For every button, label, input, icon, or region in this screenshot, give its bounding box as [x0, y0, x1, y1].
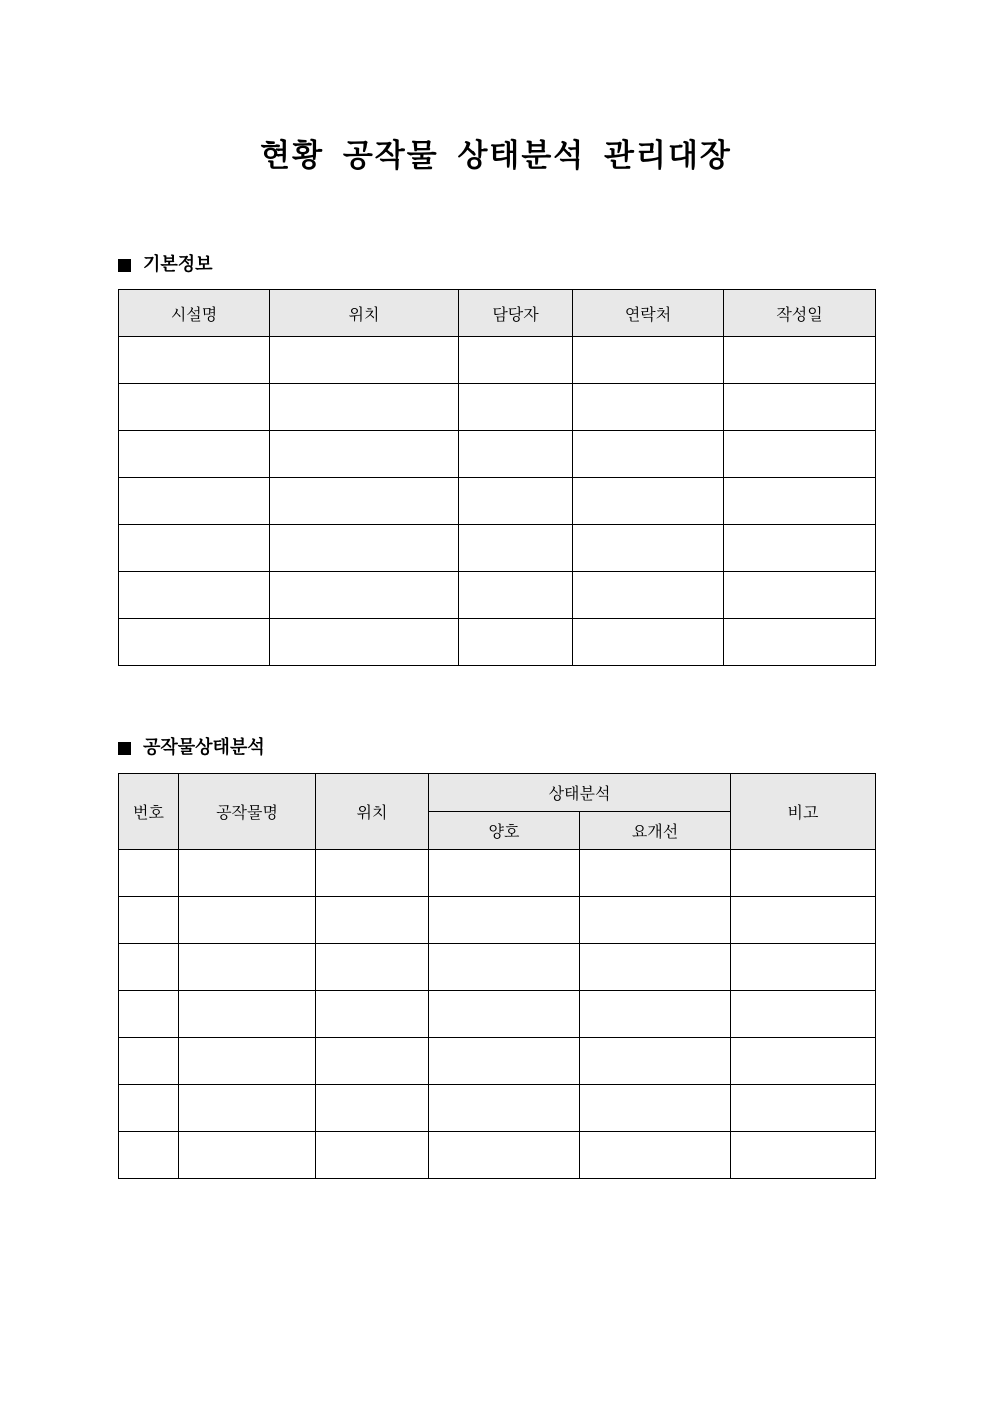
table-cell[interactable]: [119, 944, 179, 991]
table-cell[interactable]: [731, 897, 876, 944]
table-cell[interactable]: [316, 1085, 429, 1132]
basic-info-table: [118, 289, 876, 666]
table-cell[interactable]: [270, 337, 459, 384]
table-cell[interactable]: [179, 1132, 316, 1179]
table-cell[interactable]: [316, 944, 429, 991]
table-row: [119, 572, 876, 619]
table-cell[interactable]: [580, 850, 731, 897]
table-cell[interactable]: [316, 991, 429, 1038]
table-cell[interactable]: [179, 1038, 316, 1085]
table-cell[interactable]: [724, 619, 876, 666]
table-cell[interactable]: [429, 897, 580, 944]
table-row: [119, 619, 876, 666]
section-heading-label: 공작물상태분석: [143, 737, 265, 758]
table-cell[interactable]: [119, 384, 270, 431]
table-cell[interactable]: [459, 478, 573, 525]
table-row: [119, 944, 876, 991]
table-cell[interactable]: [724, 572, 876, 619]
table-row: [119, 1085, 876, 1132]
table-row: [119, 337, 876, 384]
table-cell[interactable]: [119, 478, 270, 525]
table-cell[interactable]: [119, 991, 179, 1038]
table-cell[interactable]: [573, 478, 724, 525]
table-cell[interactable]: [580, 944, 731, 991]
table-row: [119, 478, 876, 525]
table-cell[interactable]: [731, 1085, 876, 1132]
table-cell[interactable]: [459, 337, 573, 384]
table-cell[interactable]: [580, 1085, 731, 1132]
table-cell[interactable]: [580, 1132, 731, 1179]
table-cell[interactable]: [316, 1038, 429, 1085]
table-cell[interactable]: [459, 384, 573, 431]
column-header-manager: 담당자: [459, 290, 573, 337]
column-header-needs-improvement: 요개선: [580, 812, 731, 850]
square-bullet-icon: [118, 259, 131, 272]
table-cell[interactable]: [179, 1085, 316, 1132]
table-cell[interactable]: [119, 619, 270, 666]
column-header-number: 번호: [119, 774, 179, 850]
table-cell[interactable]: [119, 1132, 179, 1179]
section-heading-structure-analysis: [118, 736, 265, 760]
table-row: [119, 431, 876, 478]
table-cell[interactable]: [724, 337, 876, 384]
table-cell[interactable]: [724, 431, 876, 478]
table-cell[interactable]: [580, 1038, 731, 1085]
table-row: [119, 1038, 876, 1085]
column-header-structure-name: 공작물명: [179, 774, 316, 850]
table-cell[interactable]: [316, 1132, 429, 1179]
table-cell[interactable]: [731, 1132, 876, 1179]
table-cell[interactable]: [270, 431, 459, 478]
table-cell[interactable]: [731, 1038, 876, 1085]
table-row: [119, 991, 876, 1038]
table-cell[interactable]: [270, 572, 459, 619]
table-cell[interactable]: [119, 850, 179, 897]
table-cell[interactable]: [459, 572, 573, 619]
table-cell[interactable]: [429, 944, 580, 991]
table-cell[interactable]: [119, 897, 179, 944]
column-header-facility-name: 시설명: [119, 290, 270, 337]
table-cell[interactable]: [573, 572, 724, 619]
column-header-remarks: 비고: [731, 774, 876, 850]
table-cell[interactable]: [459, 431, 573, 478]
table-cell[interactable]: [119, 572, 270, 619]
table-cell[interactable]: [119, 337, 270, 384]
table-row: [119, 525, 876, 572]
column-header-location: 위치: [270, 290, 459, 337]
table-cell[interactable]: [316, 850, 429, 897]
table-cell[interactable]: [179, 897, 316, 944]
table-cell[interactable]: [270, 525, 459, 572]
section-heading-label: 기본정보: [143, 254, 213, 275]
table-cell[interactable]: [429, 1132, 580, 1179]
table-header-row: [119, 774, 876, 812]
table-row: [119, 1132, 876, 1179]
table-cell[interactable]: [724, 478, 876, 525]
table-cell[interactable]: [573, 431, 724, 478]
column-header-good: 양호: [429, 812, 580, 850]
table-header-row: [119, 290, 876, 337]
table-row: [119, 384, 876, 431]
page-title: 현황 공작물 상태분석 관리대장: [260, 138, 732, 174]
column-header-date-written: 작성일: [724, 290, 876, 337]
table-cell[interactable]: [573, 337, 724, 384]
section-heading-basic-info: [118, 253, 213, 277]
table-cell[interactable]: [724, 384, 876, 431]
table-cell[interactable]: [429, 850, 580, 897]
column-header-status-analysis: 상태분석: [429, 774, 731, 812]
table-cell[interactable]: [179, 991, 316, 1038]
table-cell[interactable]: [580, 991, 731, 1038]
table-cell[interactable]: [573, 525, 724, 572]
table-cell[interactable]: [459, 619, 573, 666]
column-header-contact: 연락처: [573, 290, 724, 337]
table-cell[interactable]: [270, 478, 459, 525]
table-cell[interactable]: [119, 525, 270, 572]
column-header-location: 위치: [316, 774, 429, 850]
table-cell[interactable]: [724, 525, 876, 572]
table-row: [119, 850, 876, 897]
table-cell[interactable]: [429, 1085, 580, 1132]
square-bullet-icon: [118, 742, 131, 755]
table-cell[interactable]: [731, 850, 876, 897]
table-row: [119, 897, 876, 944]
table-cell[interactable]: [179, 944, 316, 991]
table-cell[interactable]: [179, 850, 316, 897]
table-cell[interactable]: [731, 991, 876, 1038]
table-cell[interactable]: [119, 1085, 179, 1132]
table-cell[interactable]: [270, 384, 459, 431]
table-cell[interactable]: [580, 897, 731, 944]
table-cell[interactable]: [316, 897, 429, 944]
table-cell[interactable]: [429, 1038, 580, 1085]
table-cell[interactable]: [119, 1038, 179, 1085]
table-cell[interactable]: [573, 384, 724, 431]
table-cell[interactable]: [270, 619, 459, 666]
structure-analysis-table: [118, 773, 876, 1179]
table-cell[interactable]: [731, 944, 876, 991]
table-cell[interactable]: [459, 525, 573, 572]
table-cell[interactable]: [429, 991, 580, 1038]
table-cell[interactable]: [573, 619, 724, 666]
table-cell[interactable]: [119, 431, 270, 478]
